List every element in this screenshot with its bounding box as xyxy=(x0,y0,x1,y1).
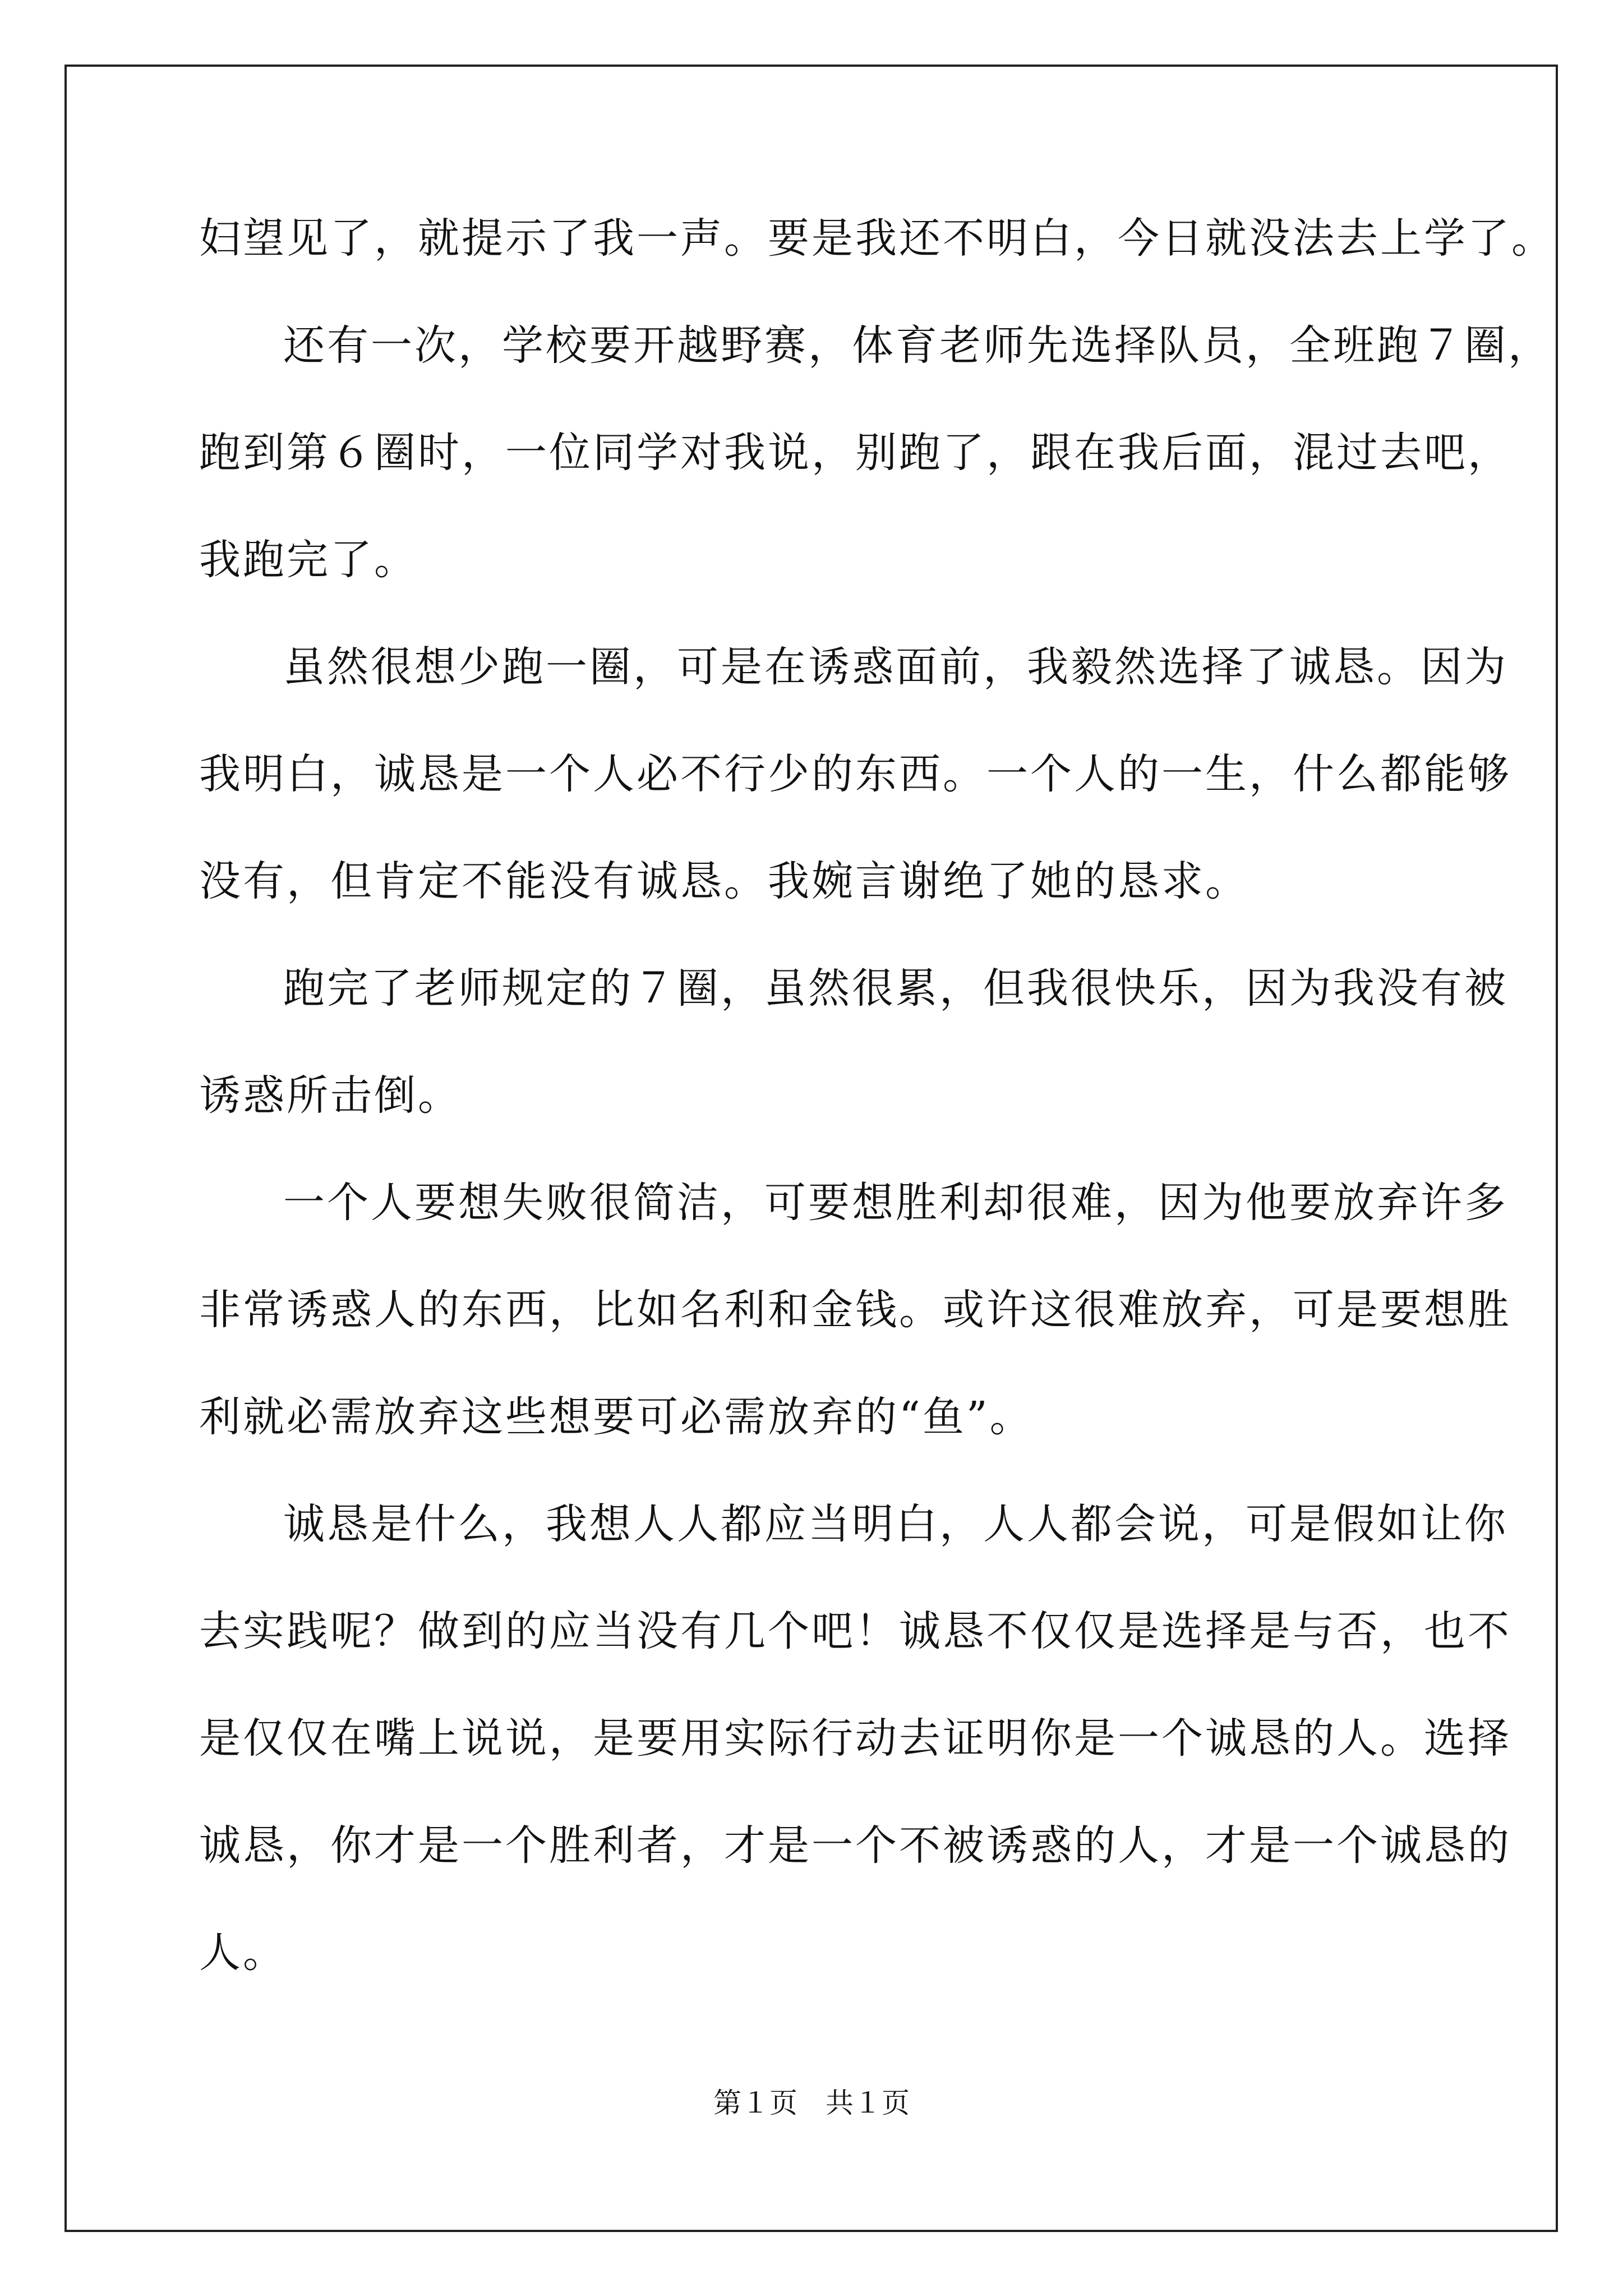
text-line: 跑到第６圈时，一位同学对我说，别跑了，跟在我后面，混过去吧， xyxy=(199,429,1511,477)
paragraph-start-line: 诚恳是什么，我想人人都应当明白，人人都会说，可是假如让你 xyxy=(283,1500,1508,1548)
text-line: 我明白，诚恳是一个人必不行少的东西。一个人的一生，什么都能够 xyxy=(199,750,1511,798)
text-line: 我跑完了。 xyxy=(199,536,418,584)
text-line: 是仅仅在嘴上说说，是要用实际行动去证明你是一个诚恳的人。选择 xyxy=(199,1714,1511,1763)
paragraph-start-line: 虽然很想少跑一圈，可是在诱惑面前，我毅然选择了诚恳。因为 xyxy=(283,643,1508,691)
page-number: 第１页 共１页 xyxy=(713,2087,910,2119)
text-line: 诚恳，你才是一个胜利者，才是一个不被诱惑的人，才是一个诚恳的 xyxy=(199,1821,1511,1870)
paragraph-start-line: 跑完了老师规定的７圈，虽然很累，但我很快乐，因为我没有被 xyxy=(283,964,1508,1013)
text-line: 诱惑所击倒。 xyxy=(199,1071,462,1120)
page-footer xyxy=(0,2089,1623,2117)
text-line: 非常诱惑人的东西，比如名利和金钱。或许这很难放弃，可是要想胜 xyxy=(199,1286,1511,1334)
text-line: 没有，但肯定不能没有诚恳。我婉言谢绝了她的恳求。 xyxy=(199,857,1249,905)
page-border xyxy=(64,65,1558,2232)
text-line: 去实践呢？做到的应当没有几个吧！诚恳不仅仅是选择是与否，也不 xyxy=(199,1607,1511,1655)
text-line: 人。 xyxy=(199,1929,287,1977)
text-line: 妇望见了，就提示了我一声。要是我还不明白，今日就没法去上学了。 xyxy=(199,214,1555,263)
paragraph-start-line: 一个人要想失败很简洁，可要想胜利却很难，因为他要放弃许多 xyxy=(283,1179,1508,1227)
text-line: 利就必需放弃这些想要可必需放弃的“鱼”。 xyxy=(199,1393,1034,1441)
paragraph-start-line: 还有一次，学校要开越野赛，体育老师先选择队员，全班跑７圈， xyxy=(283,321,1552,370)
